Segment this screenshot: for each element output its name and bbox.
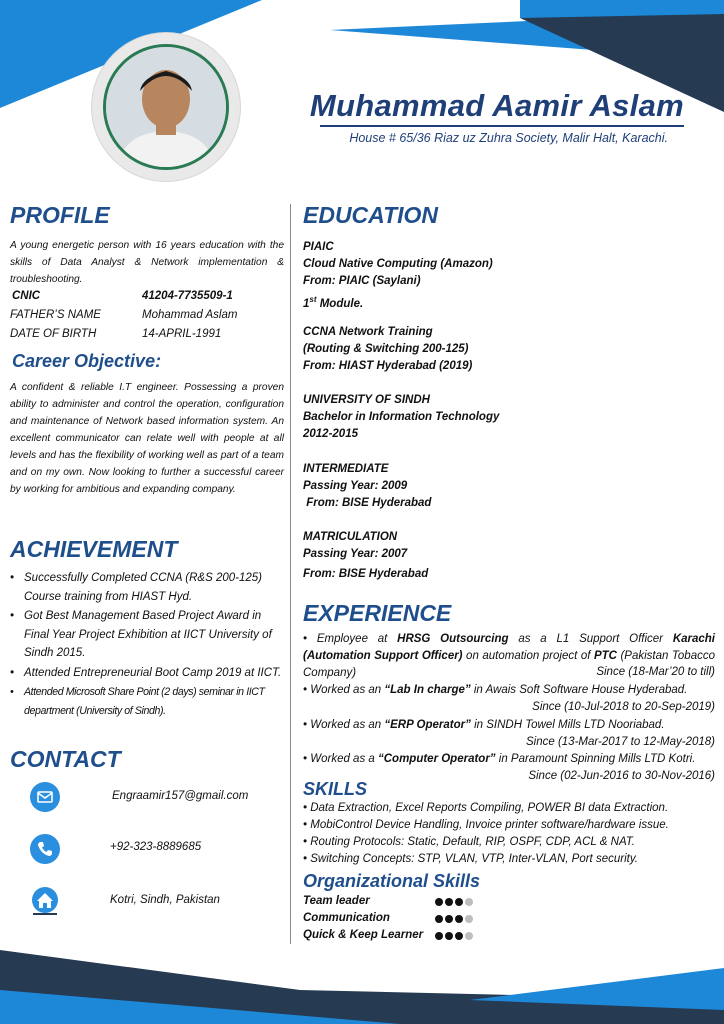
career-objective-text: A confident & reliable I.T engineer. Possessing a proven ability to administer and control the operation, configuration and maintenance of Network based information system. An excellent communicator can relate well with people at all levels and has the flexibility of working well as part of a team and on my own. Now looking to further a successful career by working for ambitious and expanding company. — [10, 382, 284, 495]
career-objective-heading: Career Objective: — [12, 351, 162, 371]
rating-dot-filled — [445, 932, 453, 940]
education-block-ccna: CCNA Network Training (Routing & Switching 200-125) From: HIAST Hyderabad (2019) — [303, 326, 473, 373]
contact-email[interactable]: Engraamir157@gmail.com — [112, 790, 249, 802]
org-skill-row: Quick & Keep Learner — [303, 927, 473, 944]
profile-text: A young energetic person with 16 years education with the skills of Data Analyst & Network implementation & troubleshooting. — [10, 240, 284, 285]
experience-item: • Worked as an “Lab In charge” in Awais Soft Software House Hyderabad. Since (10-Jul-2018 to 20-Sep-2019) — [303, 682, 715, 716]
candidate-address: House # 65/36 Riaz uz Zuhra Society, Malir Halt, Karachi. — [349, 131, 668, 145]
experience-item: • Employee at HRSG Outsourcing as a L1 Support Officer Karachi (Automation Support Officer) on automation project of PTC (Pakistan Tobacco Company) Since (18-Mar’20 to till) — [303, 631, 715, 681]
experience-since: Since (18-Mar’20 to till) — [596, 666, 715, 679]
home-icon — [30, 886, 60, 916]
skills-heading: SKILLS — [303, 779, 368, 799]
rating-dot-filled — [435, 932, 443, 940]
experience-since: Since (13-Mar-2017 to 12-May-2018) — [526, 735, 715, 748]
org-skill-row: Communication — [303, 910, 473, 927]
list-item: • MobiControl Device Handling, Invoice printer software/hardware issue. — [303, 819, 669, 831]
rating-dot-filled — [445, 915, 453, 923]
list-item: • Attended Entrepreneurial Boot Camp 2019 at IICT. — [10, 666, 282, 679]
list-item: • Data Extraction, Excel Reports Compiling, POWER BI data Extraction. — [303, 802, 669, 814]
rating-dots — [435, 932, 473, 940]
list-item: • Switching Concepts: STP, VLAN, VTP, Inter-VLAN, Port security. — [303, 853, 638, 865]
experience-item: • Worked as an “ERP Operator” in SINDH Towel Mills LTD Nooriabad. Since (13-Mar-2017 to 12-May-2018) — [303, 717, 715, 751]
father-name-value: Mohammad Aslam — [142, 309, 238, 321]
candidate-name: Muhammad Aamir Aslam — [309, 88, 684, 123]
phone-icon — [30, 834, 60, 864]
education-block-piaic: PIAIC Cloud Native Computing (Amazon) From: PIAIC (Saylani) 1st Module. — [303, 239, 493, 313]
module-line: 1st Module. — [303, 294, 364, 310]
education-block-intermediate: INTERMEDIATE Passing Year: 2009 From: BISE Hyderabad — [303, 463, 432, 510]
experience-since: Since (10-Jul-2018 to 20-Sep-2019) — [532, 700, 715, 713]
education-heading: EDUCATION — [303, 202, 439, 228]
name-underline — [320, 125, 684, 127]
contact-heading: CONTACT — [10, 746, 121, 772]
experience-item: • Worked as a “Computer Operator” in Paramount Spinning Mills LTD Kotri. Since (02-Jun-2016 to 30-Nov-2016) — [303, 751, 715, 785]
experience-list — [303, 631, 715, 786]
cnic-value: 41204-7735509-1 — [142, 290, 233, 302]
rating-dot-filled — [445, 898, 453, 906]
list-item: • Attended Microsoft Share Point (2 days) seminar in IICT department (University of Sindh). — [10, 686, 265, 717]
rating-dot-filled — [435, 898, 443, 906]
skills-list — [303, 800, 723, 868]
rating-dots — [435, 915, 473, 923]
dob-value: 14-APRIL-1991 — [142, 328, 222, 340]
rating-dots — [435, 898, 473, 906]
email-icon — [30, 782, 60, 812]
education-block-matriculation: MATRICULATION Passing Year: 2007 From: BISE Hyderabad — [303, 531, 429, 581]
list-item: • Routing Protocols: Static, Default, RIP, OSPF, CDP, ACL & NAT. — [303, 836, 635, 848]
org-skill-row: Team leader — [303, 893, 473, 910]
achievement-list — [10, 569, 284, 721]
rating-dot-filled — [435, 915, 443, 923]
rating-dot-filled — [455, 898, 463, 906]
column-divider — [290, 204, 291, 944]
achievement-heading: ACHIEVEMENT — [10, 536, 178, 562]
experience-since: Since (02-Jun-2016 to 30-Nov-2016) — [528, 770, 715, 783]
org-skills-heading: Organizational Skills — [303, 871, 481, 891]
cnic-label: CNIC — [12, 290, 41, 302]
list-item: • Got Best Management Based Project Award in Final Year Project Exhibition at IICT University of Sindh 2015. — [10, 610, 272, 659]
father-name-label: FATHER’S NAME — [10, 309, 101, 321]
contact-phone[interactable]: +92-323-8889685 — [110, 841, 202, 853]
education-block-university: UNIVERSITY OF SINDH Bachelor in Information Technology 2012-2015 — [303, 394, 500, 441]
profile-heading: PROFILE — [10, 202, 110, 228]
rating-dot-empty — [465, 932, 473, 940]
rating-dot-empty — [465, 898, 473, 906]
rating-dot-filled — [455, 932, 463, 940]
list-item: • Successfully Completed CCNA (R&S 200-125) Course training from HIAST Hyd. — [10, 572, 262, 603]
org-skills-list — [303, 893, 473, 944]
experience-heading: EXPERIENCE — [303, 600, 452, 626]
contact-location: Kotri, Sindh, Pakistan — [110, 894, 220, 906]
rating-dot-filled — [455, 915, 463, 923]
rating-dot-empty — [465, 915, 473, 923]
dob-label: DATE OF BIRTH — [10, 328, 97, 340]
